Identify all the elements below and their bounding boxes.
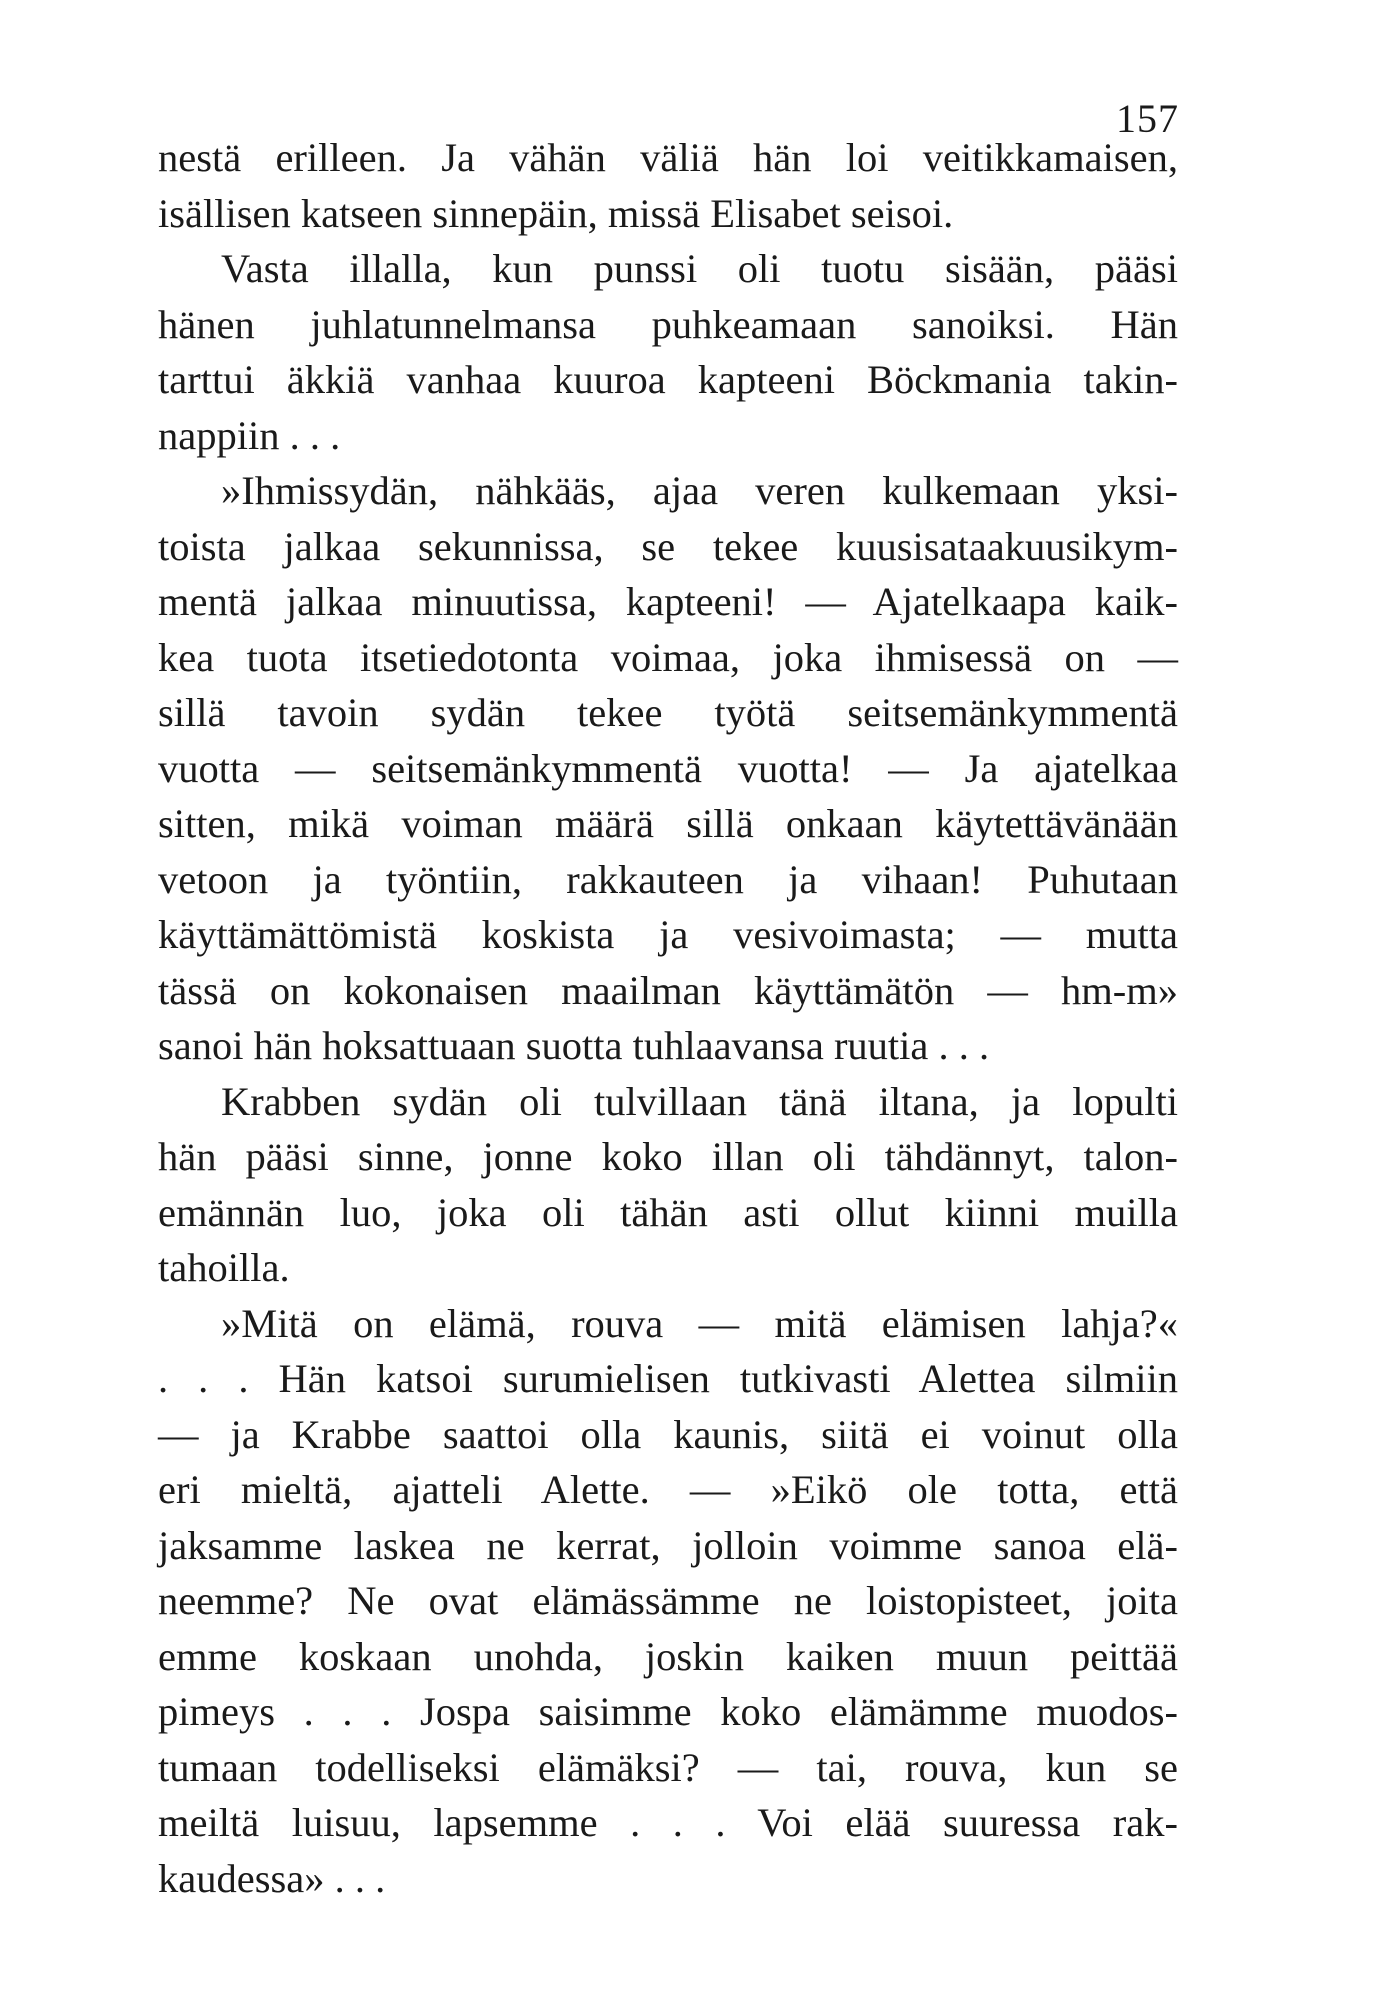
text-line: sillä tavoin sydän tekee työtä seitsemänkymmentä bbox=[158, 690, 1178, 735]
text-line: kea tuota itsetiedotonta voimaa, joka ihmisessä on — bbox=[158, 634, 1178, 680]
text-line: käyttämättömistä koskista ja vesivoimasta; — mutta bbox=[158, 912, 1178, 957]
text-line: vuotta — seitsemänkymmentä vuotta! — Ja ajatelkaa bbox=[158, 745, 1178, 791]
text-line: — ja Krabbe saattoi olla kaunis, siitä ei voinut olla bbox=[158, 1411, 1178, 1457]
text-line: sitten, mikä voiman määrä sillä onkaan käytettävänään bbox=[158, 801, 1178, 846]
text-line: Vasta illalla, kun punssi oli tuotu sisään, pääsi bbox=[221, 246, 1178, 291]
body-text bbox=[158, 130, 1178, 1906]
text-line: kaudessa» . . . bbox=[158, 1855, 386, 1901]
text-line: hän pääsi sinne, jonne koko illan oli tähdännyt, talon- bbox=[158, 1134, 1178, 1179]
text-line: tahoilla. bbox=[158, 1245, 290, 1290]
text-line: isällisen katseen sinnepäin, missä Elisabet seisoi. bbox=[158, 190, 954, 236]
text-line: sanoi hän hoksattuaan suotta tuhlaavansa ruutia . . . bbox=[158, 1023, 990, 1068]
text-line: jaksamme laskea ne kerrat, jolloin voimme sanoa elä- bbox=[158, 1522, 1178, 1568]
text-line: emme koskaan unohda, joskin kaiken muun peittää bbox=[158, 1633, 1178, 1679]
text-line: »Mitä on elämä, rouva — mitä elämisen lahja?« bbox=[221, 1300, 1178, 1346]
text-line: nestä erilleen. Ja vähän väliä hän loi veitikkamaisen, bbox=[158, 135, 1178, 180]
text-line: nappiin . . . bbox=[158, 412, 341, 458]
text-line: tumaan todelliseksi elämäksi? — tai, rouva, kun se bbox=[158, 1744, 1178, 1790]
page-number: 157 bbox=[1116, 96, 1179, 141]
text-line: tässä on kokonaisen maailman käyttämätön — hm-m» bbox=[158, 967, 1178, 1013]
text-line: pimeys . . . Jospa saisimme koko elämämme muodos- bbox=[158, 1689, 1178, 1734]
text-line: mentä jalkaa minuutissa, kapteeni! — Ajatelkaapa kaik- bbox=[158, 579, 1178, 624]
text-line: eri mieltä, ajatteli Alette. — »Eikö ole totta, että bbox=[158, 1467, 1178, 1512]
text-line: neemme? Ne ovat elämässämme ne loistopisteet, joita bbox=[158, 1578, 1178, 1623]
text-line: tarttui äkkiä vanhaa kuuroa kapteeni Böckmania takin- bbox=[158, 357, 1178, 402]
text-line: hänen juhlatunnelmansa puhkeamaan sanoiksi. Hän bbox=[158, 301, 1178, 347]
text-line: vetoon ja työntiin, rakkauteen ja vihaan! Puhutaan bbox=[158, 856, 1178, 902]
text-line: meiltä luisuu, lapsemme . . . Voi elää suuressa rak- bbox=[158, 1800, 1178, 1845]
text-line: Krabben sydän oli tulvillaan tänä iltana, ja lopulti bbox=[221, 1078, 1178, 1124]
text-line: emännän luo, joka oli tähän asti ollut kiinni muilla bbox=[158, 1189, 1178, 1235]
text-line: . . . Hän katsoi surumielisen tutkivasti Alettea silmiin bbox=[158, 1356, 1178, 1401]
text-line: »Ihmissydän, nähkääs, ajaa veren kulkemaan yksi- bbox=[221, 468, 1178, 513]
text-line: toista jalkaa sekunnissa, se tekee kuusisataakuusikym- bbox=[158, 523, 1178, 569]
